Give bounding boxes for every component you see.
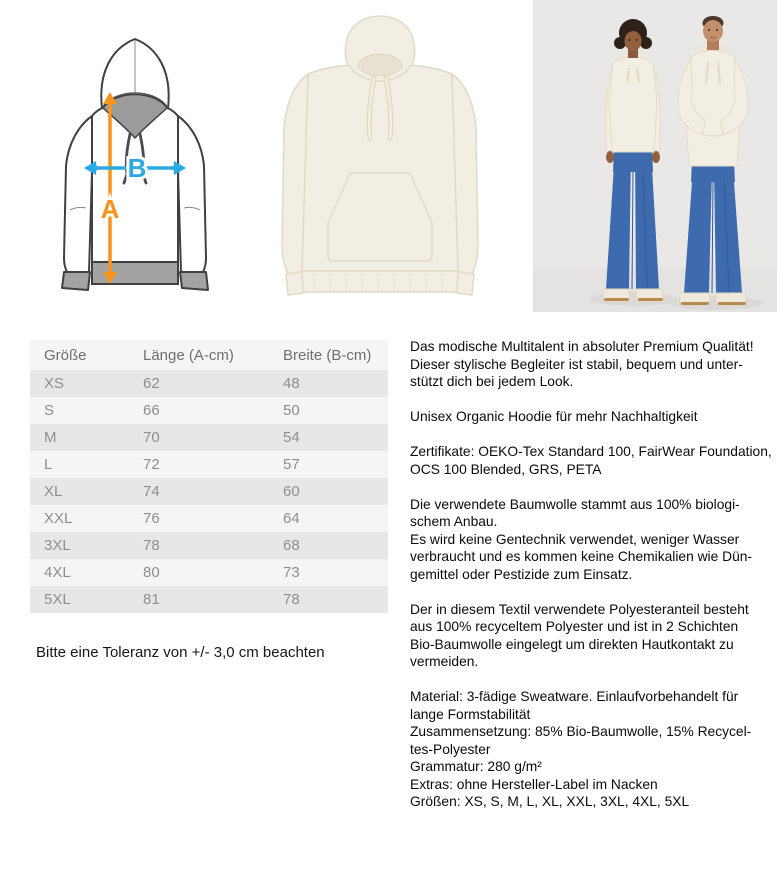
size-table-cell: 50 — [283, 402, 300, 419]
product-description — [410, 338, 777, 811]
size-table-row — [30, 397, 388, 424]
size-table-row — [30, 559, 388, 586]
man-left-shoe-sole — [681, 302, 709, 305]
size-table-cell: 73 — [283, 564, 300, 581]
size-table — [30, 340, 388, 613]
woman-floor-shadow — [589, 292, 677, 306]
woman-right-shoe-sole — [638, 298, 663, 301]
diagram-right-cuff — [180, 272, 208, 290]
size-table-cell: XXL — [44, 510, 73, 527]
description-line: Extras: ohne Hersteller-Label im Nacken — [410, 776, 658, 792]
diagram-left-cuff — [62, 272, 90, 290]
photo-kangaroo-pocket — [328, 173, 432, 261]
size-table-cell: 66 — [143, 402, 160, 419]
size-table-cell: XS — [44, 375, 65, 392]
size-table-cell: 78 — [143, 537, 160, 554]
size-table-cell: M — [44, 429, 57, 446]
size-table-header — [30, 340, 388, 370]
woman-left-shoe-sole — [604, 298, 629, 301]
woman-hair-curl-right — [640, 37, 652, 49]
description-line: Die verwendete Baumwolle stammt aus 100% biologi- — [410, 496, 740, 512]
size-table-body — [30, 370, 388, 613]
size-table-cell: 70 — [143, 429, 160, 446]
woman-hoodie-torso — [609, 57, 657, 152]
size-table-cell: 80 — [143, 564, 160, 581]
measurement-diagram-svg — [40, 22, 230, 304]
size-table-row — [30, 478, 388, 505]
description-line: Es wird keine Gentechnik verwendet, weniger Wasser — [410, 531, 740, 547]
measure-a-label: A — [100, 194, 120, 224]
size-table-cell: 54 — [283, 429, 300, 446]
photo-hood-opening — [358, 54, 402, 76]
description-blank-line — [410, 478, 777, 496]
size-table-cell: 57 — [283, 456, 300, 473]
size-table-row — [30, 424, 388, 451]
size-table-cell: 5XL — [44, 591, 71, 608]
size-table-cell: L — [44, 456, 53, 473]
diagram-right-sleeve — [178, 116, 206, 272]
size-table-cell: S — [44, 402, 55, 419]
size-table-cell: 72 — [143, 456, 160, 473]
size-table-cell: 4XL — [44, 564, 71, 581]
man-right-eye — [716, 29, 718, 31]
size-table-cell: 68 — [283, 537, 300, 554]
woman-right-hand — [652, 151, 660, 163]
description-line: Zertifikate: OEKO-Tex Standard 100, FairWear Foundation, — [410, 444, 772, 459]
size-table-cell: 74 — [143, 483, 160, 500]
woman-hair-curl-left — [614, 37, 626, 49]
woman-right-eye — [636, 39, 638, 41]
hoodie-measurement-diagram — [40, 22, 230, 304]
tolerance-note: Bitte eine Toleranz von +/- 3,0 cm beachten — [36, 644, 325, 661]
description-line: gemittel oder Pestizide zum Einsatz. — [410, 566, 633, 582]
size-table-cell: 60 — [283, 483, 300, 500]
description-blank-line — [410, 426, 777, 444]
size-table-cell: 81 — [143, 591, 160, 608]
description-line: lange Formstabilität — [410, 706, 531, 722]
description-line: Der in diesem Textil verwendete Polyesteranteil besteht — [410, 601, 749, 617]
diagram-left-sleeve — [64, 116, 92, 272]
description-blank-line — [410, 583, 777, 601]
models-photo-svg — [533, 0, 777, 312]
hoodie-product-photo — [258, 8, 502, 300]
description-line: Dieser stylische Begleiter ist stabil, bequem und unter- — [410, 356, 743, 372]
models-wearing-hoodies-photo — [533, 0, 777, 312]
size-table-cell: XL — [44, 483, 63, 500]
description-line: schem Anbau. — [410, 514, 498, 529]
description-line: Material: 3-fädige Sweatware. Einlaufvorbehandelt für — [410, 689, 739, 704]
description-line: aus 100% recyceltem Polyester und ist in 2 Schichten — [410, 619, 739, 634]
size-table-row — [30, 532, 388, 559]
description-line: Das modische Multitalent in absoluter Premium Qualität! — [410, 339, 754, 354]
size-table-cell: 78 — [283, 591, 300, 608]
size-table-header-cell: Größe — [44, 346, 87, 364]
size-table-cell: 3XL — [44, 537, 71, 554]
product-photo-svg — [258, 8, 502, 300]
woman-face — [625, 31, 642, 51]
size-table-cell: 64 — [283, 510, 300, 527]
description-line: Zusammensetzung: 85% Bio-Baumwolle, 15% Recycel- — [410, 724, 752, 739]
size-table-row — [30, 505, 388, 532]
description-line: OCS 100 Blended, GRS, PETA — [410, 461, 602, 477]
man-left-eye — [708, 29, 710, 31]
size-table-row — [30, 586, 388, 613]
size-table-cell: 48 — [283, 375, 300, 392]
size-table-row — [30, 451, 388, 478]
size-table-header-cell: Länge (A-cm) — [143, 346, 234, 364]
description-line: Unisex Organic Hoodie für mehr Nachhaltigkeit — [410, 409, 698, 424]
description-line: stützt dich bei jedem Look. — [410, 374, 574, 389]
woman-left-eye — [629, 39, 631, 41]
size-table-cell: 62 — [143, 375, 160, 392]
woman-left-hand — [606, 151, 614, 163]
description-blank-line — [410, 391, 777, 409]
description-line: tes-Polyester — [410, 741, 491, 757]
man-face — [703, 20, 723, 42]
description-line: Bio-Baumwolle eingelegt um direkten Hautkontakt zu — [410, 636, 734, 652]
description-line: Grammatur: 280 g/m² — [410, 759, 542, 774]
man-right-shoe-sole — [718, 302, 746, 305]
measure-b-label: B — [127, 153, 147, 183]
description-line: vermeiden. — [410, 654, 479, 669]
description-line: verbraucht und es kommen keine Chemikalien wie Dün- — [410, 549, 753, 564]
size-table-header-cell: Breite (B-cm) — [283, 346, 372, 364]
description-blank-line — [410, 671, 777, 689]
description-line: Größen: XS, S, M, L, XL, XXL, 3XL, 4XL, 5XL — [410, 794, 690, 809]
size-table-cell: 76 — [143, 510, 160, 527]
size-table-row — [30, 370, 388, 397]
photo-hem-band — [302, 271, 458, 292]
